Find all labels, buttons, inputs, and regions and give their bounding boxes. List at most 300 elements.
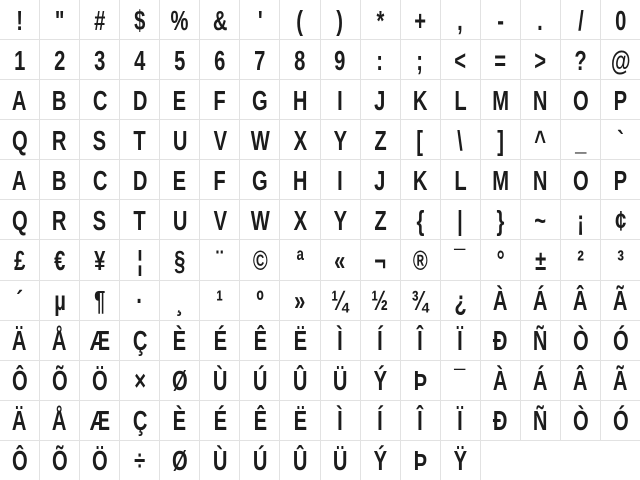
glyph: Î: [417, 405, 423, 437]
glyph-cell[interactable]: [280, 0, 319, 39]
glyph-cell[interactable]: [601, 0, 640, 39]
glyph-cell[interactable]: [321, 0, 360, 39]
glyph-cell[interactable]: [481, 321, 520, 360]
glyph-cell[interactable]: [160, 40, 199, 79]
glyph-cell[interactable]: [441, 120, 480, 159]
glyph: :: [376, 44, 384, 76]
glyph: Ý: [373, 365, 387, 397]
glyph-cell[interactable]: [120, 281, 159, 320]
glyph: Ç: [132, 325, 147, 357]
glyph-cell[interactable]: [160, 321, 199, 360]
glyph-cell[interactable]: [361, 401, 400, 440]
glyph: [: [416, 124, 424, 156]
glyph-cell[interactable]: [80, 321, 119, 360]
glyph-cell[interactable]: [80, 401, 119, 440]
glyph: M: [491, 84, 509, 116]
glyph: C: [92, 164, 107, 196]
glyph: Â: [573, 365, 588, 397]
glyph: Ä: [12, 325, 27, 357]
glyph: |: [457, 204, 464, 236]
glyph-cell[interactable]: [200, 240, 239, 279]
glyph: Y: [333, 204, 347, 236]
glyph: Ì: [337, 405, 343, 437]
glyph-cell[interactable]: [401, 441, 440, 480]
glyph-cell[interactable]: [160, 361, 199, 400]
glyph-cell[interactable]: [240, 321, 279, 360]
glyph-cell[interactable]: [280, 120, 319, 159]
glyph-cell[interactable]: [521, 200, 560, 239]
glyph-cell[interactable]: [160, 441, 199, 480]
glyph-cell[interactable]: [601, 240, 640, 279]
glyph: .: [537, 4, 544, 36]
glyph-cell[interactable]: [40, 40, 79, 79]
glyph-cell[interactable]: [441, 321, 480, 360]
glyph: Ë: [293, 405, 307, 437]
glyph-cell[interactable]: [120, 40, 159, 79]
glyph-cell[interactable]: [160, 0, 199, 39]
glyph: G: [252, 164, 268, 196]
glyph-cell[interactable]: [601, 401, 640, 440]
glyph-cell[interactable]: [401, 200, 440, 239]
glyph-cell[interactable]: [80, 441, 119, 480]
glyph-cell[interactable]: [80, 361, 119, 400]
glyph-cell[interactable]: [321, 200, 360, 239]
glyph-cell[interactable]: [401, 281, 440, 320]
glyph: H: [292, 84, 308, 116]
glyph-cell[interactable]: [601, 321, 640, 360]
glyph: Þ: [413, 365, 427, 397]
glyph-cell[interactable]: [80, 40, 119, 79]
glyph: %: [170, 4, 189, 36]
glyph-cell[interactable]: [401, 40, 440, 79]
glyph-cell[interactable]: [200, 321, 239, 360]
glyph-cell[interactable]: [160, 240, 199, 279]
glyph: @: [610, 44, 631, 76]
glyph-cell[interactable]: [561, 321, 600, 360]
glyph: Í: [377, 325, 383, 357]
glyph-cell[interactable]: [361, 40, 400, 79]
glyph: ¬: [374, 245, 386, 277]
glyph-cell[interactable]: [361, 120, 400, 159]
glyph-cell[interactable]: [401, 160, 440, 199]
glyph: 6: [214, 44, 226, 76]
glyph-cell[interactable]: [120, 0, 159, 39]
glyph-cell[interactable]: [40, 401, 79, 440]
glyph-cell[interactable]: [601, 40, 640, 79]
glyph-cell[interactable]: [561, 200, 600, 239]
glyph-cell[interactable]: [321, 441, 360, 480]
glyph-cell[interactable]: [120, 240, 159, 279]
glyph: T: [133, 124, 146, 156]
glyph-cell[interactable]: [521, 160, 560, 199]
glyph-cell[interactable]: [561, 40, 600, 79]
glyph: ¨: [216, 245, 224, 277]
glyph-cell[interactable]: [40, 240, 79, 279]
glyph: M: [491, 164, 509, 196]
glyph-cell[interactable]: [521, 40, 560, 79]
glyph: F: [213, 84, 226, 116]
glyph-cell[interactable]: [120, 120, 159, 159]
glyph: ': [257, 4, 263, 36]
glyph-cell[interactable]: [521, 0, 560, 39]
glyph-cell[interactable]: [240, 200, 279, 239]
glyph-cell[interactable]: [40, 281, 79, 320]
glyph-cell[interactable]: [521, 240, 560, 279]
glyph-cell[interactable]: [521, 361, 560, 400]
glyph: «: [334, 245, 346, 277]
glyph: »: [294, 285, 306, 317]
glyph-cell[interactable]: [200, 281, 239, 320]
glyph: ×: [133, 365, 146, 397]
glyph-cell[interactable]: [240, 240, 279, 279]
glyph-cell[interactable]: [120, 321, 159, 360]
glyph-cell[interactable]: [601, 120, 640, 159]
glyph-cell[interactable]: [321, 240, 360, 279]
glyph-cell[interactable]: [361, 321, 400, 360]
glyph: º: [256, 285, 264, 317]
glyph: Ù: [212, 445, 228, 477]
glyph-cell[interactable]: [361, 80, 400, 119]
glyph: Ð: [492, 325, 508, 357]
glyph-cell[interactable]: [280, 240, 319, 279]
glyph: 9: [334, 44, 346, 76]
glyph: P: [613, 84, 628, 116]
glyph-cell[interactable]: [240, 361, 279, 400]
glyph: ,: [457, 4, 464, 36]
glyph: T: [133, 204, 146, 236]
glyph-cell[interactable]: [521, 120, 560, 159]
glyph-cell[interactable]: [441, 200, 480, 239]
glyph: B: [52, 164, 67, 196]
glyph-cell[interactable]: [200, 120, 239, 159]
glyph-cell[interactable]: [160, 160, 199, 199]
glyph-cell[interactable]: [160, 281, 199, 320]
glyph-cell[interactable]: [120, 80, 159, 119]
glyph: Ñ: [533, 325, 548, 357]
glyph-cell[interactable]: [0, 401, 39, 440]
glyph-cell[interactable]: [441, 160, 480, 199]
glyph-cell[interactable]: [481, 160, 520, 199]
glyph-cell[interactable]: [120, 160, 159, 199]
glyph-cell[interactable]: [0, 120, 39, 159]
glyph-cell[interactable]: [601, 80, 640, 119]
glyph: -: [496, 4, 504, 36]
glyph-cell[interactable]: [401, 120, 440, 159]
glyph-cell[interactable]: [280, 40, 319, 79]
glyph: ;: [416, 44, 424, 76]
glyph-cell[interactable]: [441, 40, 480, 79]
glyph-cell[interactable]: [0, 200, 39, 239]
glyph: É: [213, 405, 227, 437]
glyph-cell[interactable]: [280, 441, 319, 480]
glyph: U: [172, 204, 188, 236]
glyph: ¯: [454, 365, 466, 397]
glyph: ¶: [94, 285, 106, 317]
glyph-cell[interactable]: [0, 0, 39, 39]
glyph-cell[interactable]: [561, 361, 600, 400]
glyph: £: [13, 245, 26, 277]
glyph-cell[interactable]: [280, 401, 319, 440]
glyph-cell[interactable]: [361, 240, 400, 279]
glyph: G: [252, 84, 268, 116]
glyph-cell[interactable]: [280, 361, 319, 400]
glyph-cell[interactable]: [441, 441, 480, 480]
glyph: Ö: [91, 445, 108, 477]
glyph-cell[interactable]: [601, 361, 640, 400]
glyph-cell[interactable]: [361, 160, 400, 199]
glyph: Ò: [572, 405, 589, 437]
glyph: Û: [292, 365, 308, 397]
glyph: ^: [534, 124, 547, 156]
glyph-cell[interactable]: [160, 401, 199, 440]
glyph: J: [374, 84, 386, 116]
glyph: ?: [574, 44, 587, 76]
glyph-cell[interactable]: [200, 200, 239, 239]
glyph-cell[interactable]: [561, 80, 600, 119]
glyph: L: [454, 164, 467, 196]
glyph-cell[interactable]: [321, 321, 360, 360]
glyph: Q: [11, 204, 28, 236]
glyph-cell[interactable]: [200, 0, 239, 39]
glyph-cell[interactable]: [521, 281, 560, 320]
glyph: *: [376, 4, 385, 36]
glyph-cell[interactable]: [280, 321, 319, 360]
glyph: K: [412, 164, 428, 196]
glyph: E: [173, 164, 187, 196]
glyph-cell[interactable]: [40, 361, 79, 400]
glyph-cell[interactable]: [40, 200, 79, 239]
glyph-cell[interactable]: [321, 160, 360, 199]
glyph-cell[interactable]: [160, 200, 199, 239]
glyph: >: [534, 44, 547, 76]
glyph-cell[interactable]: [481, 0, 520, 39]
glyph: Q: [11, 124, 28, 156]
glyph-cell[interactable]: [80, 160, 119, 199]
glyph: °: [496, 245, 505, 277]
glyph-cell[interactable]: [401, 0, 440, 39]
glyph: V: [213, 204, 227, 236]
glyph-cell[interactable]: [0, 240, 39, 279]
glyph: ±: [534, 245, 546, 277]
glyph-cell[interactable]: [80, 0, 119, 39]
glyph-cell[interactable]: [120, 441, 159, 480]
glyph-cell[interactable]: [481, 200, 520, 239]
glyph-cell[interactable]: [601, 200, 640, 239]
glyph: ": [54, 4, 65, 36]
glyph-cell[interactable]: [601, 281, 640, 320]
glyph-cell[interactable]: [0, 321, 39, 360]
glyph-cell[interactable]: [120, 361, 159, 400]
glyph-cell[interactable]: [80, 240, 119, 279]
glyph: Ò: [572, 325, 589, 357]
glyph-cell[interactable]: [321, 80, 360, 119]
glyph: ¾: [411, 285, 429, 317]
glyph: É: [213, 325, 227, 357]
glyph: µ: [53, 285, 66, 317]
glyph-cell[interactable]: [361, 361, 400, 400]
glyph: Á: [533, 365, 548, 397]
glyph-cell[interactable]: [441, 401, 480, 440]
glyph: Ã: [613, 285, 628, 317]
glyph: X: [293, 124, 307, 156]
glyph-cell[interactable]: [80, 80, 119, 119]
glyph: N: [533, 84, 548, 116]
glyph-cell[interactable]: [361, 281, 400, 320]
glyph-cell[interactable]: [321, 401, 360, 440]
glyph-cell[interactable]: [40, 441, 79, 480]
glyph: ·: [136, 285, 144, 317]
glyph-cell[interactable]: [200, 361, 239, 400]
glyph: }: [496, 204, 505, 236]
glyph: ¡: [577, 204, 584, 236]
glyph-cell[interactable]: [361, 441, 400, 480]
glyph-cell[interactable]: [0, 80, 39, 119]
glyph: Ÿ: [453, 445, 467, 477]
glyph-cell[interactable]: [361, 0, 400, 39]
glyph-cell[interactable]: [200, 441, 239, 480]
glyph-cell[interactable]: [80, 120, 119, 159]
glyph: O: [572, 84, 589, 116]
glyph-cell[interactable]: [441, 0, 480, 39]
glyph-cell[interactable]: [441, 240, 480, 279]
glyph: &: [212, 4, 228, 36]
glyph-cell[interactable]: [0, 361, 39, 400]
glyph-cell[interactable]: [481, 361, 520, 400]
glyph-cell[interactable]: [521, 80, 560, 119]
glyph-cell[interactable]: [321, 40, 360, 79]
glyph: ¿: [454, 285, 467, 317]
glyph: Ø: [171, 445, 188, 477]
glyph-cell[interactable]: [200, 160, 239, 199]
glyph: ³: [617, 245, 624, 277]
glyph-cell[interactable]: [200, 80, 239, 119]
glyph-cell[interactable]: [401, 321, 440, 360]
glyph-cell[interactable]: [40, 0, 79, 39]
glyph: ¼: [331, 285, 349, 317]
glyph: (: [296, 4, 304, 36]
glyph: Û: [292, 445, 308, 477]
glyph: 8: [294, 44, 306, 76]
glyph-cell[interactable]: [401, 240, 440, 279]
glyph-cell[interactable]: [240, 40, 279, 79]
glyph-cell[interactable]: [0, 160, 39, 199]
glyph-cell[interactable]: [240, 160, 279, 199]
glyph: A: [12, 84, 27, 116]
glyph: ¥: [94, 245, 106, 277]
glyph: Ú: [252, 365, 268, 397]
glyph-cell[interactable]: [0, 441, 39, 480]
glyph: W: [250, 124, 270, 156]
glyph-cell[interactable]: [240, 80, 279, 119]
glyph-cell[interactable]: [321, 281, 360, 320]
glyph: Å: [52, 405, 67, 437]
glyph-cell[interactable]: [561, 240, 600, 279]
glyph-cell[interactable]: [481, 240, 520, 279]
glyph-cell[interactable]: [280, 80, 319, 119]
glyph: Y: [333, 124, 347, 156]
glyph-cell[interactable]: [240, 120, 279, 159]
glyph: ~: [534, 204, 547, 236]
glyph: Á: [533, 285, 548, 317]
glyph-cell[interactable]: [441, 80, 480, 119]
glyph-cell[interactable]: [240, 281, 279, 320]
glyph-cell[interactable]: [561, 0, 600, 39]
glyph-cell[interactable]: [481, 40, 520, 79]
glyph-cell[interactable]: [160, 120, 199, 159]
glyph: P: [613, 164, 628, 196]
glyph: 1: [13, 44, 26, 76]
glyph-cell[interactable]: [441, 281, 480, 320]
glyph-cell[interactable]: [401, 80, 440, 119]
glyph-cell[interactable]: [561, 401, 600, 440]
glyph-cell[interactable]: [80, 281, 119, 320]
glyph-cell[interactable]: [120, 401, 159, 440]
glyph-cell[interactable]: [561, 160, 600, 199]
glyph-cell[interactable]: [401, 401, 440, 440]
glyph-cell[interactable]: [561, 120, 600, 159]
glyph-cell[interactable]: [521, 401, 560, 440]
glyph-cell[interactable]: [601, 160, 640, 199]
glyph: Z: [373, 204, 387, 236]
glyph-cell[interactable]: [240, 401, 279, 440]
glyph: Ó: [612, 325, 629, 357]
glyph: Ù: [212, 365, 228, 397]
glyph-cell[interactable]: [280, 200, 319, 239]
glyph-cell[interactable]: [280, 281, 319, 320]
glyph: {: [416, 204, 425, 236]
glyph: O: [572, 164, 589, 196]
glyph-cell[interactable]: [321, 361, 360, 400]
glyph-cell[interactable]: [481, 80, 520, 119]
glyph-cell[interactable]: [160, 80, 199, 119]
glyph-cell[interactable]: [0, 281, 39, 320]
glyph-cell[interactable]: [481, 120, 520, 159]
glyph: ]: [496, 124, 504, 156]
glyph-cell[interactable]: [441, 361, 480, 400]
glyph: ©: [252, 245, 268, 277]
glyph-cell[interactable]: [481, 401, 520, 440]
glyph-cell[interactable]: [40, 80, 79, 119]
glyph: Ç: [132, 405, 147, 437]
glyph: ®: [412, 245, 428, 277]
glyph: <: [454, 44, 467, 76]
glyph-cell[interactable]: [321, 120, 360, 159]
glyph: Ô: [11, 365, 28, 397]
glyph-cell[interactable]: [361, 200, 400, 239]
glyph: Æ: [89, 405, 110, 437]
glyph-cell[interactable]: [200, 40, 239, 79]
glyph-cell[interactable]: [0, 40, 39, 79]
glyph-cell[interactable]: [40, 120, 79, 159]
glyph-cell[interactable]: [80, 200, 119, 239]
glyph-cell[interactable]: [40, 160, 79, 199]
glyph: Ê: [253, 325, 267, 357]
glyph: È: [173, 405, 187, 437]
glyph-cell[interactable]: [561, 281, 600, 320]
glyph-cell[interactable]: [240, 0, 279, 39]
glyph: Ö: [91, 365, 108, 397]
glyph-cell[interactable]: [240, 441, 279, 480]
glyph-cell[interactable]: [40, 321, 79, 360]
glyph-cell[interactable]: [200, 401, 239, 440]
glyph: 4: [134, 44, 146, 76]
glyph-cell[interactable]: [401, 361, 440, 400]
glyph-cell[interactable]: [280, 160, 319, 199]
glyph-cell[interactable]: [481, 281, 520, 320]
glyph-cell[interactable]: [120, 200, 159, 239]
glyph-cell[interactable]: [521, 321, 560, 360]
glyph: Ó: [612, 405, 629, 437]
